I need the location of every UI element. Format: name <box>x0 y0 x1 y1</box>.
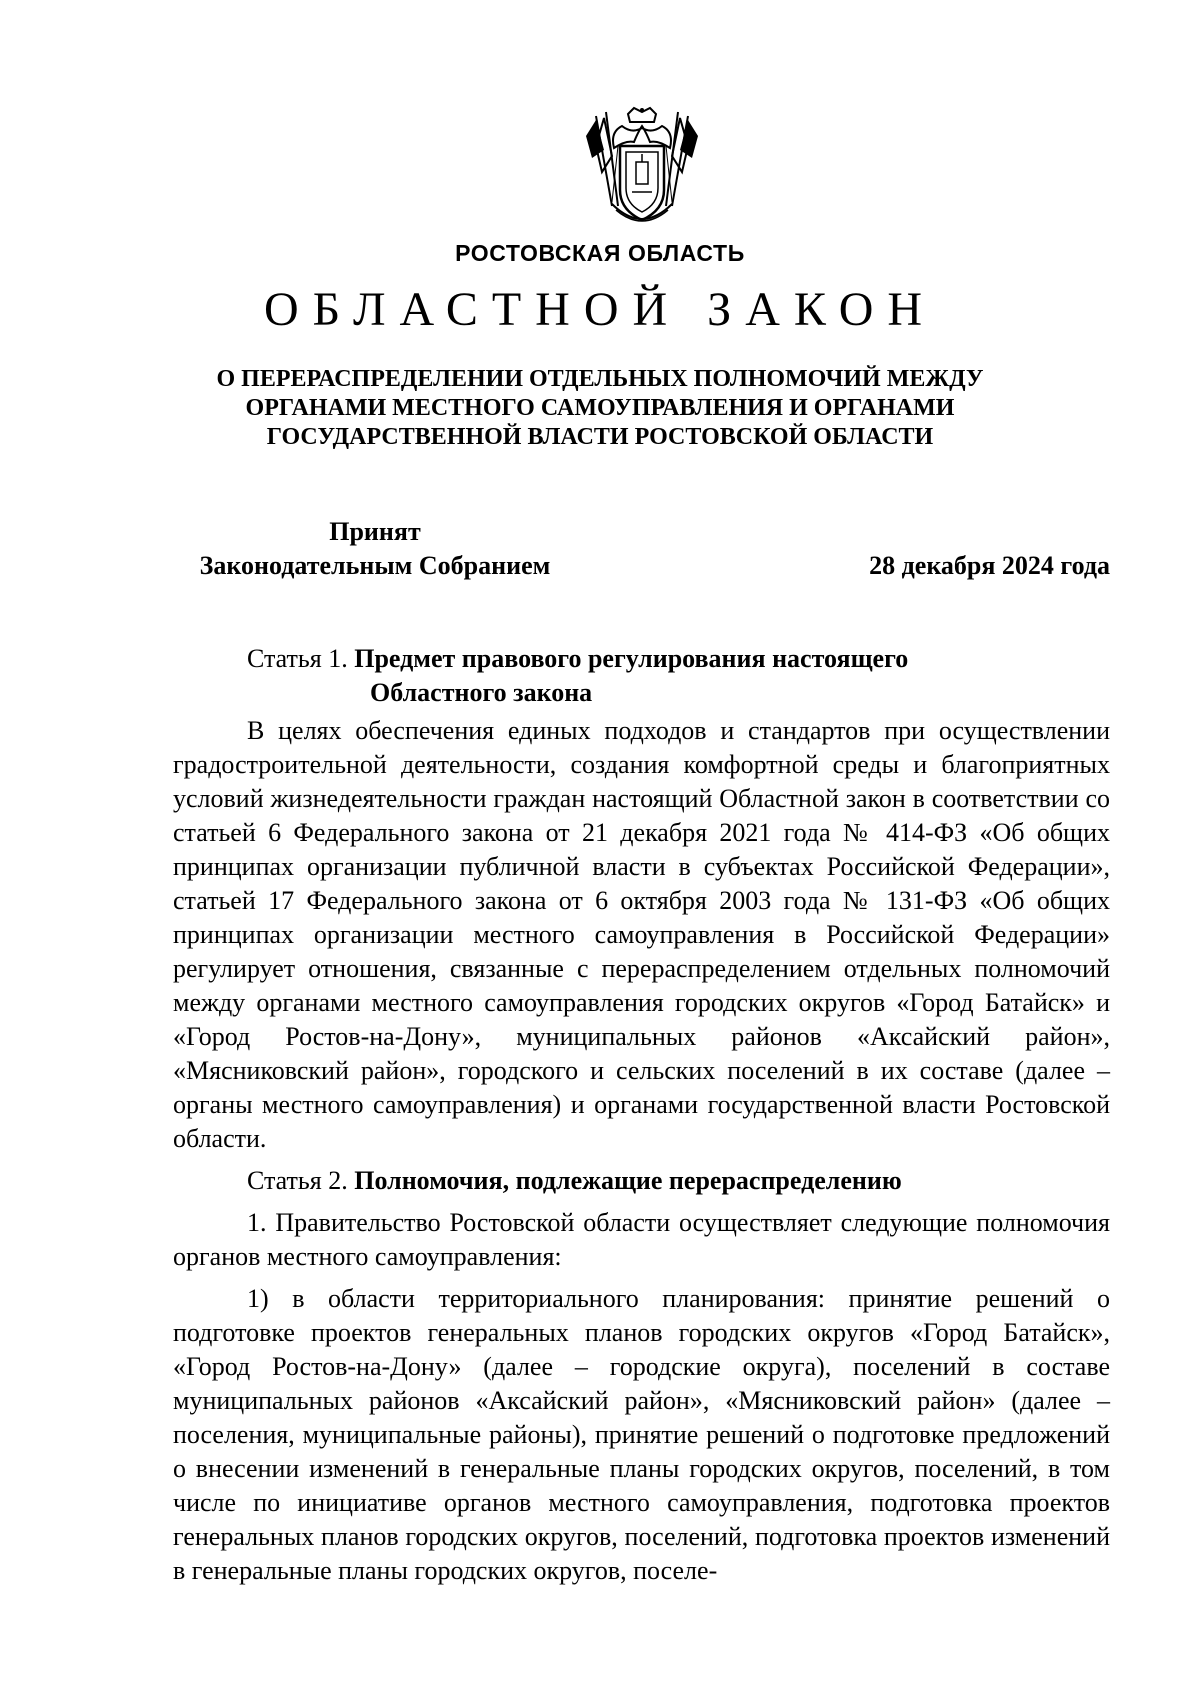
document-type: ОБЛАСТНОЙ ЗАКОН <box>263 283 937 336</box>
article-1-text <box>173 714 1110 1156</box>
law-title-line: ОРГАНАМИ МЕСТНОГО САМОУПРАВЛЕНИЯ И ОРГАНАМИ <box>245 395 955 421</box>
adoption-line: Законодательным Собранием <box>199 551 551 580</box>
adoption-date: 28 декабря 2024 года <box>869 551 1110 580</box>
adoption-line: Принят <box>329 517 421 546</box>
law-title-line: О ПЕРЕРАСПРЕДЕЛЕНИИ ОТДЕЛЬНЫХ ПОЛНОМОЧИЙ МЕЖДУ <box>216 366 984 392</box>
region-name: РОСТОВСКАЯ ОБЛАСТЬ <box>455 240 745 266</box>
article-1-heading <box>247 642 908 710</box>
adoption-block <box>165 515 585 583</box>
law-title-line: ГОСУДАРСТВЕННОЙ ВЛАСТИ РОСТОВСКОЙ ОБЛАСТИ <box>266 424 934 450</box>
paragraph: 1) в области территориального планирования: принятие решений о подготовке проектов генеральных планов городских округов «Город Батайск», «Город Ростов-на-Дону» (далее – городские округа), поселений в составе муниципальных районов «Аксайский район», «Мясниковский район» (далее – поселения, муниципальные районы), принятие решений о подготовке предложений о внесении изменений в генеральные планы городских округов, поселений, в том числе по инициативе органов местного самоуправления, подготовка проектов генеральных планов городских округов, поселений, подготовка проектов изменений в генеральные планы городских округов, поселе- <box>173 1284 1110 1585</box>
article-2-text <box>173 1206 1110 1588</box>
coat-of-arms-emblem <box>582 106 702 236</box>
article-title: Предмет правового регулирования настоящего <box>354 644 909 673</box>
paragraph: 1. Правительство Ростовской области осуществляет следующие полномочия органов местного самоуправления: <box>173 1208 1110 1271</box>
article-2-heading <box>247 1164 902 1198</box>
article-label: Статья 1. <box>247 644 348 673</box>
article-title-continuation: Областного закона <box>370 678 593 707</box>
article-title: Полномочия, подлежащие перераспределению <box>354 1166 902 1195</box>
law-title <box>150 365 1050 452</box>
article-label: Статья 2. <box>247 1166 348 1195</box>
paragraph: В целях обеспечения единых подходов и стандартов при осуществлении градостроительной деятельности, создания комфортной среды и благоприятных условий жизнедеятельности граждан настоящий Областной закон в соответствии со статьей 6 Федерального закона от 21 декабря 2021 года № 414-ФЗ «Об общих принципах организации публичной власти в субъектах Российской Федерации», статьей 17 Федерального закона от 6 октября 2003 года № 131-ФЗ «Об общих принципах организации местного самоуправления в Российской Федерации» регулирует отношения, связанные с перераспределением отдельных полномочий между органами местного самоуправления городских округов «Город Батайск» и «Город Ростов-на-Дону», муниципальных районов «Аксайский район», «Мясниковский район», городского и сельских поселений в их составе (далее – органы местного самоуправления) и органами государственной власти Ростовской области. <box>173 716 1110 1153</box>
